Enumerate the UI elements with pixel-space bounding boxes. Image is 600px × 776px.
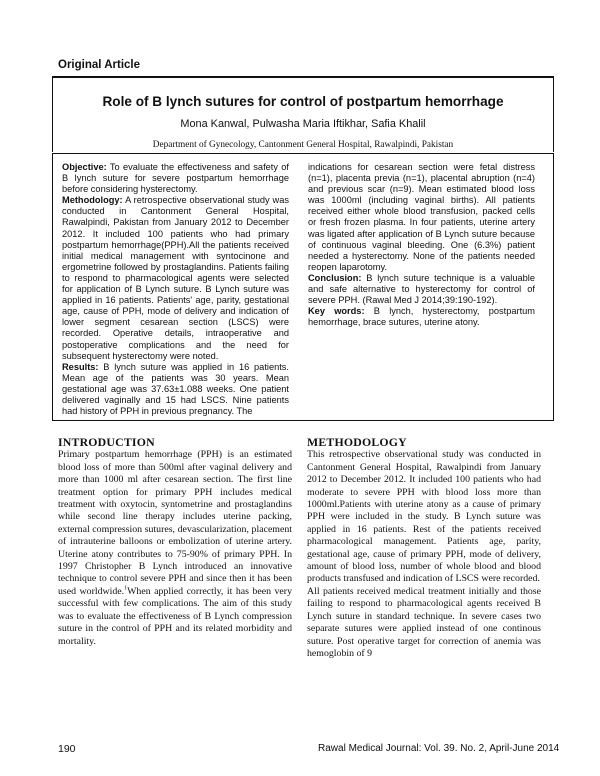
page-number: 190 xyxy=(58,743,76,755)
reference-marker: 1 xyxy=(124,585,128,592)
methodology-text: A retrospective observational study was conducted in Cantonment General Hospital, Rawalpindi, Pakistan from January 2012 to December 2012. It included 100 patients who had primary postpartum hemorrhage(PPH).All the patients received initial medical management with syntocinone and ergometrine followed by prostaglandins. Patients failing to respond to pharmacological agents were selected for application of B Lynch suture. B Lynch suture was applied in 16 patients. Patients' age, parity, gestational age, cause of PPH, mode of delivery and indication of lower segment cesarean section (LSCS) were recorded. Operative details, intraoperative and postoperative complications and the need for subsequent hysterectomy were noted. xyxy=(62,195,289,361)
introduction-text-part2: When applied correctly, it has been very successful with few complications. The aim of this study was to evaluate the effectiveness of B Lynch compression suture in the control of PPH and its related morbidity and mortality. xyxy=(58,585,292,647)
article-header-box xyxy=(52,76,554,152)
results-text: B lynch suture was applied in 16 patients. Mean age of the patients was 30 years. Mean gestational age was 37.63±1.088 weeks. One patient delivered vaginally and 15 had LSCS. Nine patients had history of PPH in previous pregnancy. The xyxy=(62,361,289,417)
objective-label: Objective: xyxy=(62,162,107,172)
methodology-paragraph-1: This retrospective observational study was conducted in Cantonment General Hospital, Rawalpindi from January 2012 to December 2012. It included 100 patients who had moderate to severe PPH with blood loss more than 1000ml.Patients with uterine atony as a cause of primary PPH were included in the study. B Lynch suture was applied in 16 patients. Rest of the patients received pharmacological management. Patients age, parity, gestational age, cause of primary PPH, mode of delivery, amount of blood loss, number of whole blood and blood products transfused and indication of LSCS were recorded. xyxy=(307,449,541,585)
introduction-heading: INTRODUCTION xyxy=(58,435,155,449)
abstract-methodology xyxy=(62,195,289,361)
results-continued-text: indications for cesarean section were fetal distress (n=1), placenta previa (n=1), placental abruption (n=4) and previous scar (n=9). Mean estimated blood loss was 1000ml (including vaginal births). All patients received either whole blood transfusion, packed cells or fresh frozen plasma. In four patients, uterine artery was ligated after application of B Lynch suture because of continuous vaginal bleeding. One (6.3%) patient needed a hysterectomy. None of the patients needed reopen laparotomy. xyxy=(308,162,535,272)
abstract-conclusion xyxy=(308,273,535,306)
conclusion-label: Conclusion: xyxy=(308,272,362,283)
methodology-label: Methodology: xyxy=(62,195,123,206)
results-label: Results: xyxy=(62,361,99,372)
conclusion-text: B lynch suture technique is a valuable and safe alternative to hysterectomy for control of severe PPH. (Rawal Med J 2014;39:190-192). xyxy=(308,272,535,306)
abstract-column-left xyxy=(62,162,289,417)
introduction-text-part1: Primary postpartum hemorrhage (PPH) is an estimated blood loss of more than 500ml after vaginal delivery and more than 1000 ml after cesarean section. The first line treatment option for primary PPH includes medical treatment with oxytocin, syntometrine and prostaglandins while second line therapy includes uterine packing, external compression sutures, devascularization, placement of intrauterine balloons or embolization of uterine artery. Uterine atony contributes to 75-90% of primary PPH. In 1997 Christopher B Lynch introduced an innovative technique to control severe PPH and since then it has been used worldwide. xyxy=(58,449,292,597)
abstract-objective xyxy=(62,162,289,195)
abstract-results xyxy=(62,362,289,417)
introduction-section xyxy=(58,436,292,648)
introduction-paragraph xyxy=(58,449,292,648)
methodology-paragraph-2: All patients received medical treatment initially and those failing to respond to pharmacological agents received B Lynch suture in standard technique. In severe cases two separate sutures were applied instead of one continous suture. Post operative target for correction of anemia was hemoglobin of 9 xyxy=(307,585,541,659)
abstract-column-right xyxy=(308,162,535,328)
journal-citation: Rawal Medical Journal: Vol. 39. No. 2, April-June 2014 xyxy=(318,743,560,754)
abstract-results-continued xyxy=(308,162,535,273)
abstract-box xyxy=(52,153,554,421)
affiliation: Department of Gynecology, Cantonment General Hospital, Rawalpindi, Pakistan xyxy=(152,140,454,150)
author-list: Mona Kanwal, Pulwasha Maria Iftikhar, Safia Khalil xyxy=(180,118,426,130)
methodology-heading: METHODOLOGY xyxy=(307,435,407,449)
keywords-text: B lynch, hysterectomy, postpartum hemorrhage, brace sutures, uterine atony. xyxy=(308,306,535,328)
objective-text: To evaluate the effectiveness and safety of B lynch suture for severe postpartum hemorrhage before considering hysterectomy. xyxy=(62,162,290,195)
methodology-section xyxy=(307,436,541,660)
article-title: Role of B lynch sutures for control of postpartum hemorrhage xyxy=(102,94,504,109)
abstract-keywords xyxy=(308,306,535,328)
article-type-label: Original Article xyxy=(58,59,141,71)
keywords-label: Key words: xyxy=(308,306,365,317)
